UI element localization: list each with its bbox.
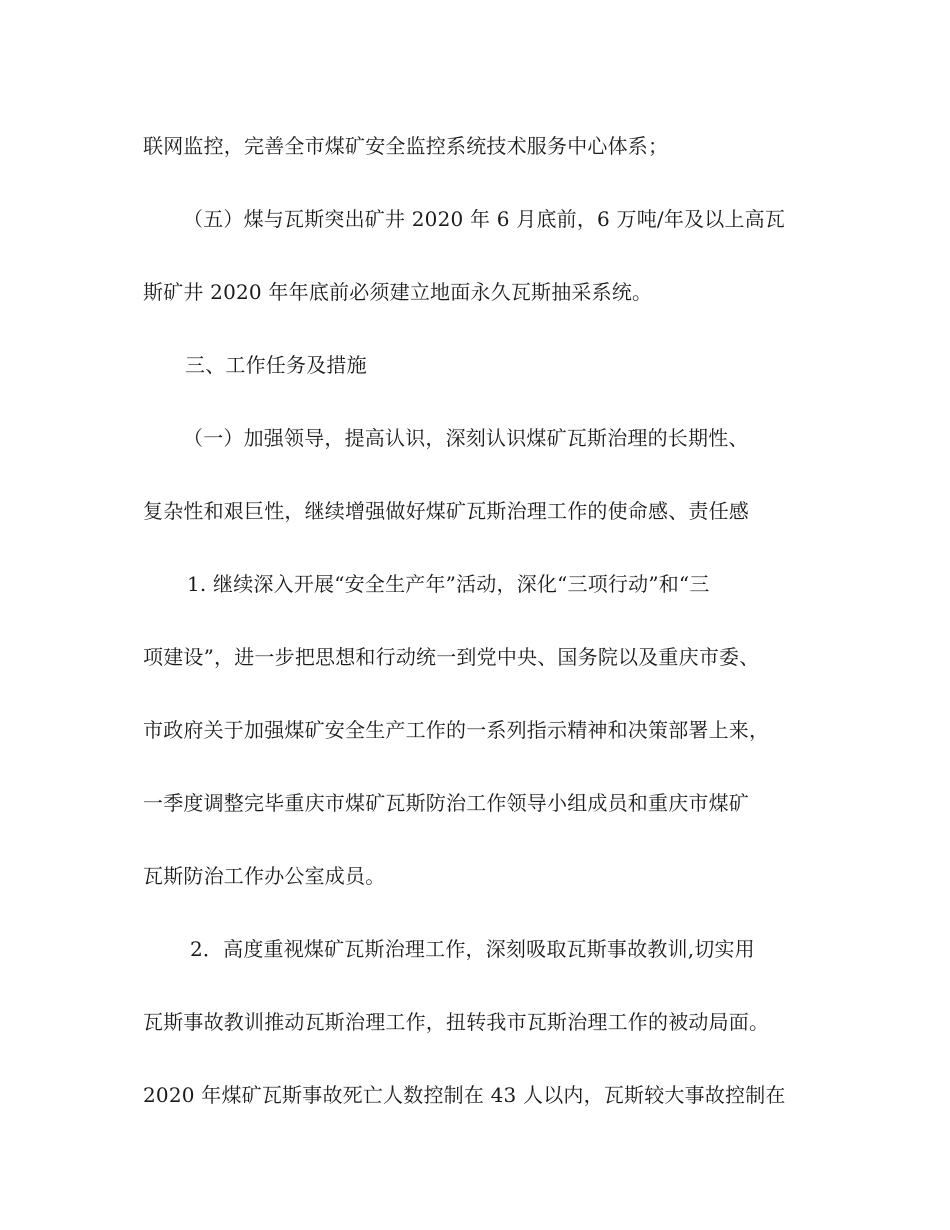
text-line: 2020 年煤矿瓦斯事故死亡人数控制在 43 人以内，瓦斯较大事故控制在 [143,1083,786,1107]
text-line: 斯矿井 2020 年年底前必须建立地面永久瓦斯抽采系统。 [143,280,653,304]
text-line: 市政府关于加强煤矿安全生产工作的一系列指示精神和决策部署上来， [143,718,770,742]
text-line: 2．高度重视煤矿瓦斯治理工作，深刻吸取瓦斯事故教训,切实用 [190,937,755,961]
text-line: 1. 继续深入开展“安全生产年”活动，深化“三项行动”和“三 [187,572,710,596]
text-line: 瓦斯事故教训推动瓦斯治理工作，扭转我市瓦斯治理工作的被动局面。 [143,1010,770,1034]
text-line: 瓦斯防治工作办公室成员。 [143,864,386,888]
text-line: 项建设”，进一步把思想和行动统一到党中央、国务院以及重庆市委、 [143,645,760,669]
text-line: 联网监控，完善全市煤矿安全监控系统技术服务中心体系； [143,134,669,158]
text-line: （五）煤与瓦斯突出矿井 2020 年 6 月底前，6 万吨/年及以上高瓦 [183,207,786,231]
text-line: 一季度调整完毕重庆市煤矿瓦斯防治工作领导小组成员和重庆市煤矿 [143,791,749,815]
text-line: 复杂性和艰巨性，继续增强做好煤矿瓦斯治理工作的使命感、责任感 [143,499,749,523]
section-heading: 三、工作任务及措施 [185,353,367,377]
text-line: （一）加强领导，提高认识，深刻认识煤矿瓦斯治理的长期性、 [183,426,749,450]
